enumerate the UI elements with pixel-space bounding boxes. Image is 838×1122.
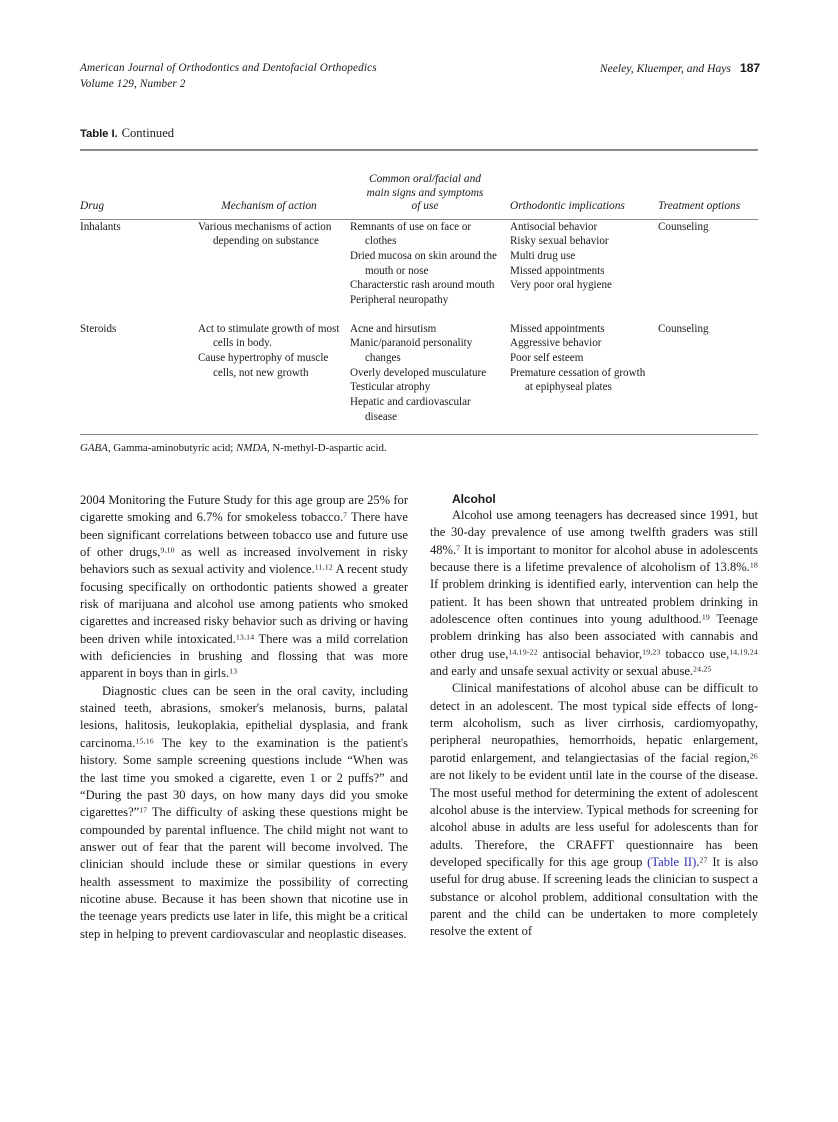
mechanism-item: Act to stimulate growth of most cells in body. (198, 322, 340, 350)
col-header-drug: Drug (80, 200, 105, 213)
table-block (80, 126, 758, 455)
col-header-signs (350, 173, 510, 219)
cell-treatment: Counseling (658, 322, 709, 335)
signs-head-line1: Common oral/facial and (368, 173, 481, 185)
table-row (80, 220, 758, 308)
journal-volume: Volume 129, Number 2 (80, 78, 186, 90)
implication-item: Missed appointments (510, 264, 605, 277)
running-head-right (600, 60, 760, 77)
text-run: as well as increased involvement in risky behaviors such as sexual activity and violence. (80, 545, 408, 577)
text-run: are not likely to be evident until late in the course of the disease. The most useful method for determining the extent of adolescent alcohol abuse is the interview. Typical methods for screening for alcohol abuse in adults are less useful for adolescents than for adults. Therefore, the CRAFFT questionnaire has been developed specifically for this age group (430, 768, 758, 869)
cell-drug: Inhalants (80, 220, 121, 233)
signs-head-line3: of use (411, 200, 439, 213)
implication-item: Risky sexual behavior (510, 235, 609, 248)
gap-cell (80, 308, 758, 322)
abbr-nmda: NMDA (236, 442, 267, 455)
cell-treatment: Counseling (658, 220, 709, 233)
signs-item: Dried mucosa on skin around the mouth or nose (350, 250, 497, 277)
paragraph-diagnostic-clues (80, 683, 408, 943)
table-head-spacer (80, 151, 758, 173)
implication-item: Very poor oral hygiene (510, 279, 612, 292)
signs-item: Acne and hirsutism (350, 322, 437, 335)
cell-signs (350, 322, 510, 425)
reference-marker: 11,12 (314, 562, 333, 572)
reference-marker: 13,14 (235, 632, 255, 642)
implication-item: Aggressive behavior (510, 337, 602, 350)
text-run: If problem drinking is identified early, intervention can help the patient. It has been shown that untreated problem drinking in adolescence often continues into young adulthood. (430, 577, 758, 627)
table-footnote (80, 435, 758, 455)
text-run: A recent study focusing specifically on orthodontic patients showed a greater risk of marijuana and alcohol use among patients who smoked cigarettes and increased risky behavior such as driving or having been driven while intoxicated. (80, 562, 409, 646)
drug-table-body (80, 220, 758, 425)
cell-drug: Steroids (80, 322, 117, 335)
reference-marker: 7 (343, 510, 348, 520)
table-row (80, 322, 758, 425)
cell-implications (510, 220, 658, 308)
table-header-row (80, 173, 758, 219)
signs-item: Testicular atrophy (350, 381, 431, 394)
text-run: It is important to monitor for alcohol abuse in adolescents because there is a lifetime prevalence of alcoholism of 13.8%. (430, 542, 758, 575)
implication-item: Multi drug use (510, 250, 576, 263)
reference-marker: 17 (139, 805, 148, 815)
text-run: Diagnostic clues can be seen in the oral cavity, including stained teeth, abrasions, smoker's melanosis, burns, palatal lesions, halitosis, leukoplakia, epithelial dysplasia, and frank carcinoma. (80, 683, 408, 750)
implication-item: Premature cessation of growth at epiphyseal plates (510, 366, 646, 394)
signs-head-line2: main signs and symptoms (366, 186, 484, 199)
text-run: antisocial behavior, (537, 646, 643, 661)
text-run: There have been significant correlations between tobacco use and future use of other drugs, (80, 510, 408, 560)
signs-item: Overly developed musculature (350, 366, 487, 379)
text-run: Clinical manifestations of alcohol abuse can be difficult to detect in an adolescent. The most typical side effects of long-term alcoholism, such as liver cirrhosis, cardiomyopathy, peripheral neuropathies, hemorrhoids, hepatic enlargement, parotid enlargement, and telangiectasias of the facial region, (430, 681, 758, 765)
paragraph-alcohol-prevalence (430, 507, 758, 680)
section-heading-alcohol: Alcohol (452, 492, 496, 506)
mechanism-item: Various mechanisms of action depending on substance (198, 220, 332, 248)
journal-title (80, 60, 377, 92)
mechanism-item: Cause hypertrophy of muscle cells, not new growth (198, 352, 329, 379)
page-number: 187 (739, 61, 760, 75)
text-run: and early and unsafe sexual activity or sexual abuse. (430, 664, 694, 679)
signs-item: Characterstic rash around mouth (350, 279, 495, 292)
reference-marker: 13 (229, 666, 238, 676)
abbr-gaba: GABA (80, 442, 108, 455)
text-run: Alcohol use among teenagers has decreased since 1991, but the 30-day prevalence of use among twelfth graders was still 48%. (430, 508, 758, 557)
body-columns (80, 492, 760, 1052)
text-run: . (696, 854, 700, 869)
reference-marker: 18 (749, 560, 758, 570)
col-header-mechanism: Mechanism of action (221, 200, 317, 213)
cell-mechanism (198, 220, 350, 308)
reference-marker: 14,19-22 (508, 647, 538, 657)
drug-table (80, 151, 758, 219)
abbr-gaba-def: , Gamma-aminobutyric acid; (107, 442, 237, 455)
table-caption-continued: Continued (121, 126, 175, 140)
reference-marker: 9,10 (160, 545, 175, 555)
reference-marker: 7 (456, 543, 461, 553)
signs-item: Hepatic and cardiovascular disease (350, 396, 471, 423)
table-row-gap (80, 308, 758, 322)
journal-name: American Journal of Orthodontics and Dentofacial Orthopedics (80, 62, 377, 74)
text-run: 2004 Monitoring the Future Study for this age group are 25% for cigarette smoking and 6.7% for smokeless tobacco. (80, 493, 408, 525)
implication-item: Missed appointments (510, 322, 605, 335)
text-run: The difficulty of asking these questions might be compounded by parental influence. The child might not want to answer out of fear that the parent will become involved. The clinician should include these or similar questions in every health assessment to maximize the possibility of correcting nicotine abuse. Because it has been shown that nicotine use in the teenage years predicts use later in life, this might be a critical step in helping to prevent cardiovascular and neoplastic diseases. (80, 805, 408, 941)
text-run: The key to the examination is the patient's history. Some sample screening questions include “When was the last time you smoked a cigarette, even 1 or 2 puffs?” and “During the past 30 days, on how many days did you smoke cigarettes?” (80, 735, 408, 820)
signs-item: Peripheral neuropathy (350, 294, 449, 307)
signs-item: Remnants of use on face or clothes (350, 220, 472, 248)
right-column (430, 492, 758, 941)
paragraph-tobacco-continued (80, 492, 408, 683)
table-head (80, 151, 758, 219)
col-header-implications: Orthodontic implications (510, 200, 625, 213)
abbr-nmda-def: , N-methyl-D-aspartic acid. (266, 442, 387, 455)
reference-marker: 26 (749, 751, 758, 761)
cell-implications (510, 322, 658, 425)
text-run: There was a mild correlation with deficiencies in brushing and flossing that was more apparent in boys than in girls. (80, 631, 409, 681)
col-header-treatment: Treatment options (658, 200, 741, 213)
table-caption-label: Table I. (80, 128, 118, 140)
text-run: It is also useful for drug abuse. If screening leads the clinician to suspect a substance or alcohol problem, additional consultation with the parent and the child can be undertaken to more completely resolve the extent of (430, 854, 758, 939)
reference-marker: 19 (701, 612, 710, 622)
implication-item: Antisocial behavior (510, 220, 598, 233)
text-run: tobacco use, (660, 646, 730, 661)
running-head (80, 60, 760, 94)
signs-item: Manic/paranoid personality changes (350, 337, 473, 365)
cell-signs (350, 220, 510, 308)
table-ii-link[interactable]: (Table II) (647, 854, 697, 869)
implication-item: Poor self esteem (510, 352, 584, 365)
paragraph-clinical-manifestations (430, 680, 758, 940)
cell-mechanism (198, 322, 350, 425)
reference-marker: 19,23 (642, 647, 661, 657)
table-caption (80, 126, 758, 142)
reference-marker: 15,16 (135, 736, 154, 746)
reference-marker: 14,19,24 (729, 647, 758, 657)
reference-marker: 24,25 (693, 664, 712, 674)
text-run: Teenage problem drinking has also been associated with cannabis and other drug use, (430, 612, 758, 661)
spacer-cell (80, 151, 758, 173)
reference-marker: 27 (699, 855, 708, 865)
left-column (80, 492, 408, 943)
author-names: Neeley, Kluemper, and Hays (599, 62, 731, 75)
